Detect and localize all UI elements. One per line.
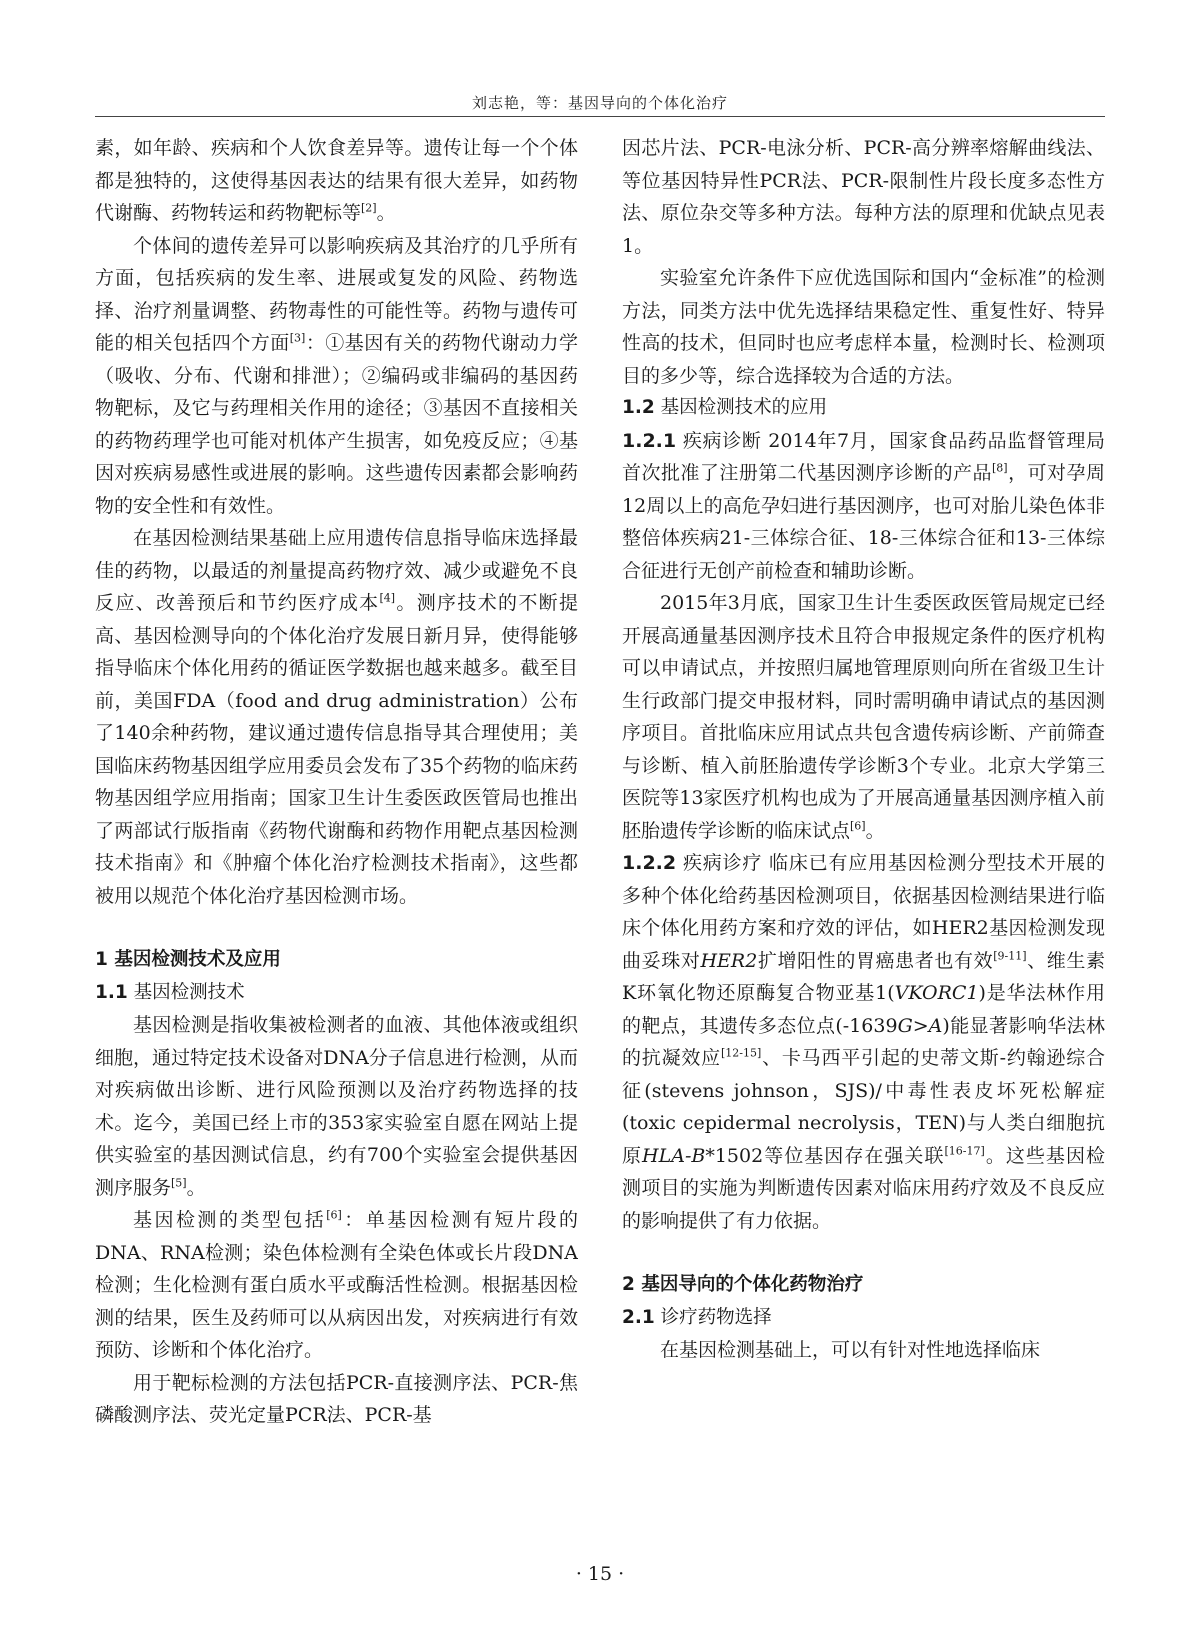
paragraph: 在基因检测结果基础上应用遗传信息指导临床选择最佳的药物，以最适的剂量提高药物疗效、减少或避免不良反应、改善预后和节约医疗成本[4]。测序技术的不断提高、基因检测导向的个体化治疗发展日新月异，使得能够指导临床个体化用药的循证医学数据也越来越多。截至目前，美国FDA（food and drug administration）公布了140余种药物，建议通过遗传信息指导其合理使用；美国临床药物基因组学应用委员会发布了35个药物的临床药物基因组学应用指南；国家卫生计生委医政医管局也推出了两部试行版指南《药物代谢酶和药物作用靶点基因检测技术指南》和《肿瘤个体化治疗检测技术指南》，这些都被用以规范个体化治疗基因检测市场。 <box>95 527 578 907</box>
subsection-heading: 2.1 诊疗药物选择 <box>622 1306 772 1328</box>
paragraph: 基因检测的类型包括[6]：单基因检测有短片段的DNA、RNA检测；染色体检测有全染色体或长片段DNA检测；生化检测有蛋白质水平或酶活性检测。根据基因检测的结果，医生及药师可以从病因出发，对疾病进行有效预防、诊断和个体化治疗。 <box>95 1208 578 1361</box>
subsection-heading: 1.1 基因检测技术 <box>95 981 245 1003</box>
left-column <box>95 132 578 1517</box>
paragraph: 用于靶标检测的方法包括PCR-直接测序法、PCR-焦磷酸测序法、荧光定量PCR法、PCR-基 <box>95 1371 578 1426</box>
paragraph: 基因检测是指收集被检测者的血液、其他体液或组织细胞，通过特定技术设备对DNA分子信息进行检测，从而对疾病做出诊断、进行风险预测以及治疗药物选择的技术。迄今，美国已经上市的353家实验室自愿在网站上提供实验室的基因测试信息，约有700个实验室会提供基因测序服务[5]。 <box>95 1014 578 1199</box>
citation: [8] <box>992 461 1008 475</box>
paragraph: 因芯片法、PCR-电泳分析、PCR-高分辨率熔解曲线法、等位基因特异性PCR法、PCR-限制性片段长度多态性方法、原位杂交等多种方法。每种方法的原理和优缺点见表1。 <box>622 137 1105 257</box>
citation: [4] <box>379 591 396 605</box>
citation: [9-11] <box>993 949 1027 963</box>
citation: [2] <box>361 201 377 215</box>
citation: [5] <box>171 1176 187 1190</box>
section-heading: 1 基因检测技术及应用 <box>95 949 281 970</box>
running-title: 刘志艳，等：基因导向的个体化治疗 <box>471 94 728 112</box>
paragraph: 1.2.1 疾病诊断 2014年7月，国家食品药品监督管理局首次批准了注册第二代基因测序诊断的产品[8]，可对孕周12周以上的高危孕妇进行基因测序，也可对胎儿染色体非整倍体疾病21-三体综合征、18-三体综合征和13-三体综合征进行无创产前检查和辅助诊断。 <box>622 429 1105 582</box>
subsection-heading: 1.2 基因检测技术的应用 <box>622 397 828 418</box>
page-number: · 15 · <box>575 1563 625 1585</box>
right-column <box>622 132 1105 1517</box>
section-heading: 2 基因导向的个体化药物治疗 <box>622 1274 864 1295</box>
paragraph: 1.2.2 疾病诊疗 临床已有应用基因检测分型技术开展的多种个体化给药基因检测项目，依据基因检测结果进行临床个体化用药方案和疗效的评估，如HER2基因检测发现曲妥珠对HER2扩增阳性的胃癌患者也有效[9-11]、维生素K环氧化物还原酶复合物亚基1(VKORC1)是华法林作用的靶点，其遗传多态位点(-1639G>A)能显著影响华法林的抗凝效应[12-15]、卡马西平引起的史蒂文斯-约翰逊综合征(stevens johnson，SJS)/中毒性表皮坏死松解症(toxic cepidermal necrolysis，TEN)与人类白细胞抗原HLA-B*1502等位基因存在强关联[16-17]。这些基因检测项目的实施为判断遗传因素对临床用药疗效及不良反应的影响提供了有力依据。 <box>622 852 1105 1232</box>
citation: [16-17] <box>944 1144 985 1158</box>
paragraph: 素，如年龄、疾病和个人饮食差异等。遗传让每一个个体都是独特的，这使得基因表达的结果有很大差异，如药物代谢酶、药物转运和药物靶标等[2]。 <box>95 137 578 224</box>
header-rule <box>95 116 1105 117</box>
citation: [6] <box>850 819 866 833</box>
citation: [3] <box>289 331 306 345</box>
citation: [12-15] <box>720 1046 762 1060</box>
paragraph: 2015年3月底，国家卫生计生委医政医管局规定已经开展高通量基因测序技术且符合申报规定条件的医疗机构可以申请试点，并按照归属地管理原则向所在省级卫生计生行政部门提交申报材料，同时需明确申请试点的基因测序项目。首批临床应用试点共包含遗传病诊断、产前筛查与诊断、植入前胚胎遗传学诊断3个专业。北京大学第三医院等13家医疗机构也成为了开展高通量基因测序植入前胚胎遗传学诊断的临床试点[6]。 <box>622 592 1105 842</box>
paragraph: 个体间的遗传差异可以影响疾病及其治疗的几乎所有方面，包括疾病的发生率、进展或复发的风险、药物选择、治疗剂量调整、药物毒性的可能性等。药物与遗传可能的相关包括四个方面[3]：①基因有关的药物代谢动力学（吸收、分布、代谢和排泄）；②编码或非编码的基因药物靶标，及它与药理相关作用的途径；③基因不直接相关的药物药理学也可能对机体产生损害，如免疫反应；④基因对疾病易感性或进展的影响。这些遗传因素都会影响药物的安全性和有效性。 <box>95 234 578 517</box>
paragraph: 实验室允许条件下应优选国际和国内“金标准”的检测方法，同类方法中优先选择结果稳定性、重复性好、特异性高的技术，但同时也应考虑样本量，检测时长、检测项目的多少等，综合选择较为合适的方法。 <box>622 267 1105 387</box>
citation: [6] <box>326 1208 342 1222</box>
paragraph: 在基因检测基础上，可以有针对性地选择临床 <box>660 1339 1041 1361</box>
